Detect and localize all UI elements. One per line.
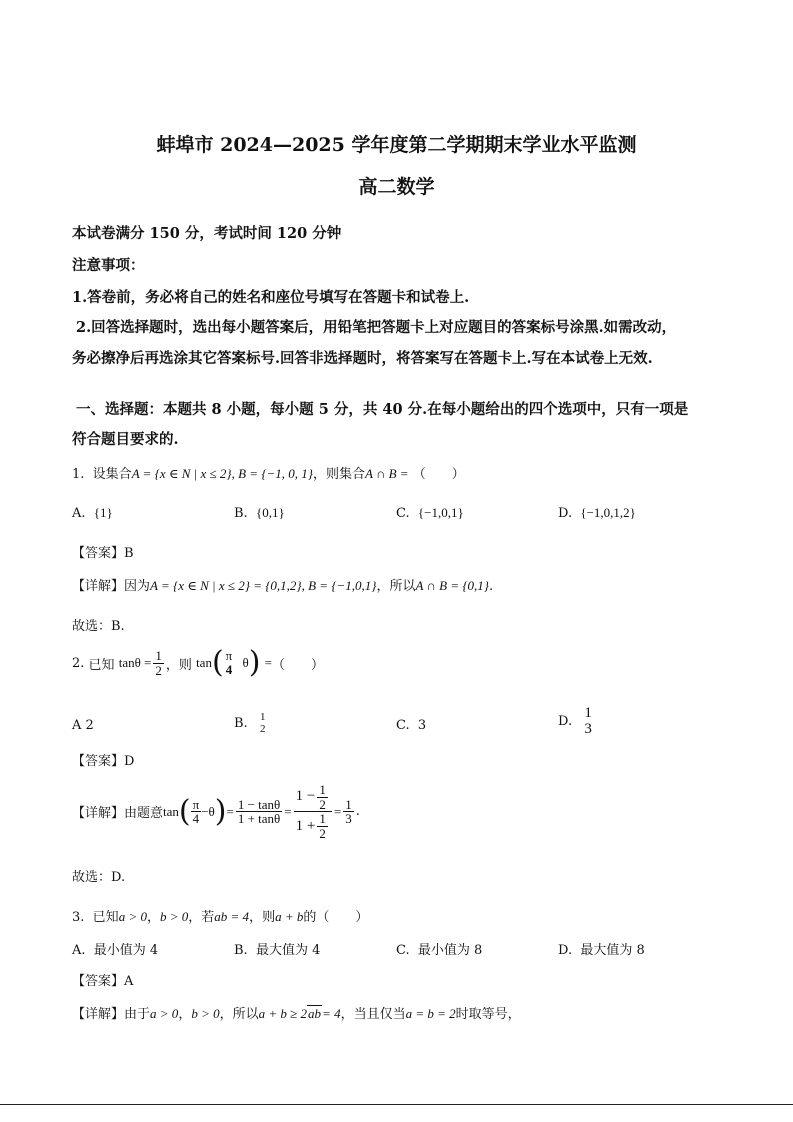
option-d xyxy=(558,706,596,738)
fraction-denominator: 2 xyxy=(155,662,162,678)
math-condition: b > 0 xyxy=(191,1006,220,1021)
option-value: {0,1} xyxy=(255,505,285,520)
option-value: 最大值为 8 xyxy=(580,943,645,958)
notice-item-2-line2: 务必擦净后再选涂其它答案标号.回答非选择题时，将答案写在答题卡上.写在本试卷上无效. xyxy=(72,350,653,367)
answer-blank: （ ） xyxy=(412,467,465,482)
math-expression: a + b xyxy=(275,909,304,924)
question-stem-text: 已知 xyxy=(88,657,115,673)
math-condition: a > 0 xyxy=(118,909,147,924)
math-fraction xyxy=(582,706,594,738)
question-stem-text: 设集合 xyxy=(92,467,132,482)
left-paren: ( xyxy=(211,645,224,680)
option-d xyxy=(558,505,636,521)
math-eq: = xyxy=(333,803,342,819)
math-condition: a > 0 xyxy=(150,1006,179,1021)
fraction-denominator: 3 xyxy=(584,720,592,737)
option-value: {1} xyxy=(93,505,113,520)
math-fraction xyxy=(258,712,268,735)
answer-value: B xyxy=(124,546,134,561)
question-stem-text: ， xyxy=(146,910,160,925)
math-fn: tan xyxy=(196,655,212,670)
fraction-denominator: 4 xyxy=(192,811,200,827)
page-bottom-divider xyxy=(0,1104,793,1105)
option-b xyxy=(234,505,285,521)
detail-tag: 【详解】 xyxy=(72,1007,125,1022)
answer-tag: 【答案】 xyxy=(72,974,125,989)
compound-denominator xyxy=(294,812,332,840)
option-label: C. xyxy=(396,943,410,958)
detail-text: ，所以 xyxy=(376,579,416,594)
fraction-numerator: 1 − tanθ xyxy=(237,796,281,812)
math-sqrt: ab xyxy=(308,1006,322,1021)
answer-tag: 【答案】 xyxy=(72,754,125,769)
fraction-numerator: 1 xyxy=(259,711,266,723)
fraction-denominator: 1 + tanθ xyxy=(237,811,281,827)
answer-line xyxy=(72,750,134,769)
option-label: A. xyxy=(72,506,86,521)
fraction-denominator: 2 xyxy=(319,825,326,841)
math-minus-theta: −θ xyxy=(201,803,215,819)
math-detail-result: A ∩ B = {0,1} xyxy=(415,578,489,593)
detail-text: 因为 xyxy=(124,579,151,594)
option-label: A. xyxy=(72,943,86,958)
math-fraction xyxy=(317,812,328,840)
option-label: B. xyxy=(234,506,248,521)
fraction-numerator: 1 xyxy=(584,705,592,721)
question-stem-text: ，则 xyxy=(165,657,192,673)
answer-value: A xyxy=(124,974,134,989)
option-b xyxy=(234,939,320,958)
option-a xyxy=(72,718,94,733)
detail-text: 由题意 xyxy=(124,806,164,822)
fraction-denominator: 4 xyxy=(225,662,233,677)
option-label: C. xyxy=(396,718,410,733)
fraction-numerator: π xyxy=(225,648,233,664)
fraction-numerator: 1 xyxy=(155,647,162,663)
option-label: C. xyxy=(396,506,410,521)
fraction-denominator: 3 xyxy=(345,811,352,827)
option-label: D. xyxy=(558,506,573,521)
question-stem-text: 的（ ） xyxy=(303,910,369,925)
math-theta: θ xyxy=(242,655,249,670)
option-value: {−1,0,1} xyxy=(417,505,464,520)
option-value: {−1,0,1,2} xyxy=(580,505,636,520)
option-c xyxy=(396,939,482,958)
question-1 xyxy=(72,463,465,482)
option-value: 最小值为 8 xyxy=(417,943,483,958)
section-heading-line2: 符合题目要求的. xyxy=(72,431,179,448)
detail-text: ，所以 xyxy=(219,1007,259,1022)
fraction-numerator: 1 xyxy=(345,796,352,812)
option-value: 最大值为 4 xyxy=(255,943,321,958)
math-condition: b > 0 xyxy=(159,909,189,924)
detail-line xyxy=(72,783,360,841)
option-c xyxy=(396,718,426,733)
compound-numerator xyxy=(294,783,332,812)
option-c xyxy=(396,505,464,521)
math-fraction xyxy=(317,783,328,811)
detail-line xyxy=(72,1003,521,1022)
option-a xyxy=(72,939,158,958)
numerator-text: 1 − xyxy=(295,788,316,805)
notice-title: 注意事项： xyxy=(72,257,145,274)
right-paren: ) xyxy=(248,645,261,680)
math-inequality: a + b ≥ 2 xyxy=(258,1006,308,1021)
section-heading-line1: 一、选择题：本题共 8 小题，每小题 5 分，共 40 分.在每小题给出的四个选项中，只有一项是 xyxy=(76,401,689,418)
math-eq: = xyxy=(226,803,234,819)
answer-line xyxy=(72,970,133,989)
fraction-numerator: π xyxy=(192,796,200,812)
question-number: 2. xyxy=(72,655,85,671)
math-given: tanθ = xyxy=(118,655,152,670)
answer-value: D xyxy=(124,754,135,769)
fraction-denominator: 2 xyxy=(319,796,326,812)
fraction-numerator: 1 xyxy=(319,811,326,827)
fraction-numerator: 1 xyxy=(319,782,326,797)
detail-text: ， xyxy=(178,1007,192,1022)
option-value: 2 xyxy=(85,718,94,733)
option-label: D. xyxy=(558,943,573,958)
math-compound-fraction xyxy=(294,783,332,841)
detail-text: ，当且仅当 xyxy=(340,1007,406,1022)
question-number: 3. xyxy=(72,910,85,925)
question-stem-text: ，则 xyxy=(249,910,276,925)
math-fraction xyxy=(343,798,354,826)
option-label: B. xyxy=(234,943,248,958)
option-value: 最小值为 4 xyxy=(93,943,159,958)
detail-tag: 【详解】 xyxy=(72,806,125,822)
page-title: 蚌埠市 2024—2025 学年度第二学期期末学业水平监测 xyxy=(156,134,637,156)
question-2 xyxy=(72,645,324,680)
conclusion: 故选：D. xyxy=(72,870,126,885)
option-label: B. xyxy=(234,716,248,732)
answer-blank: （ ） xyxy=(271,657,324,673)
option-a xyxy=(72,505,113,521)
question-stem-text: 已知 xyxy=(92,910,119,925)
math-set-definition: A = {x ∈ N | x ≤ 2}, B = {−1, 0, 1} xyxy=(131,466,313,481)
question-3 xyxy=(72,906,368,925)
math-equality: a = b = 2 xyxy=(405,1006,456,1021)
answer-tag: 【答案】 xyxy=(72,546,125,561)
detail-line xyxy=(72,575,493,594)
detail-text: . xyxy=(355,804,360,820)
answer-line xyxy=(72,542,134,561)
notice-item-1: 1.答卷前，务必将自己的姓名和座位号填写在答题卡和试卷上. xyxy=(72,289,470,306)
option-value: 3 xyxy=(417,718,427,733)
left-paren: ( xyxy=(178,793,191,829)
denominator-text: 1 + xyxy=(295,817,316,834)
option-label: D. xyxy=(558,714,573,730)
math-fraction xyxy=(153,649,164,677)
math-detail-expr: A = {x ∈ N | x ≤ 2} = {0,1,2}, B = {−1,0,1} xyxy=(150,578,377,593)
math-condition: ab = 4 xyxy=(214,909,250,924)
question-stem-text: ，则集合 xyxy=(313,467,366,482)
score-time-info: 本试卷满分 150 分，考试时间 120 分钟 xyxy=(72,225,342,242)
math-fraction xyxy=(236,798,282,826)
conclusion: 故选：B. xyxy=(72,619,125,634)
math-fraction xyxy=(191,798,202,826)
detail-tag: 【详解】 xyxy=(72,579,125,594)
fraction-denominator: 2 xyxy=(259,722,266,735)
math-intersection: A ∩ B = xyxy=(365,466,409,481)
math-inequality: = 4 xyxy=(322,1006,341,1021)
option-b xyxy=(234,712,269,735)
page-subtitle: 高二数学 xyxy=(358,176,435,198)
math-fraction xyxy=(224,649,235,676)
detail-text: 时取等号， xyxy=(455,1007,521,1022)
question-number: 1. xyxy=(72,467,85,482)
math-fn: tan xyxy=(163,803,179,819)
option-d xyxy=(558,939,645,958)
detail-text: . xyxy=(489,579,494,594)
detail-text: 由于 xyxy=(124,1007,151,1022)
question-stem-text: ，若 xyxy=(188,910,215,925)
math-eq: = xyxy=(264,655,272,670)
notice-item-2-line1: 2.回答选择题时，选出每小题答案后，用铅笔把答题卡上对应题目的答案标号涂黑.如需改动， xyxy=(76,319,677,336)
right-paren: ) xyxy=(214,793,227,829)
math-eq: = xyxy=(284,803,292,819)
option-label: A xyxy=(72,718,82,733)
